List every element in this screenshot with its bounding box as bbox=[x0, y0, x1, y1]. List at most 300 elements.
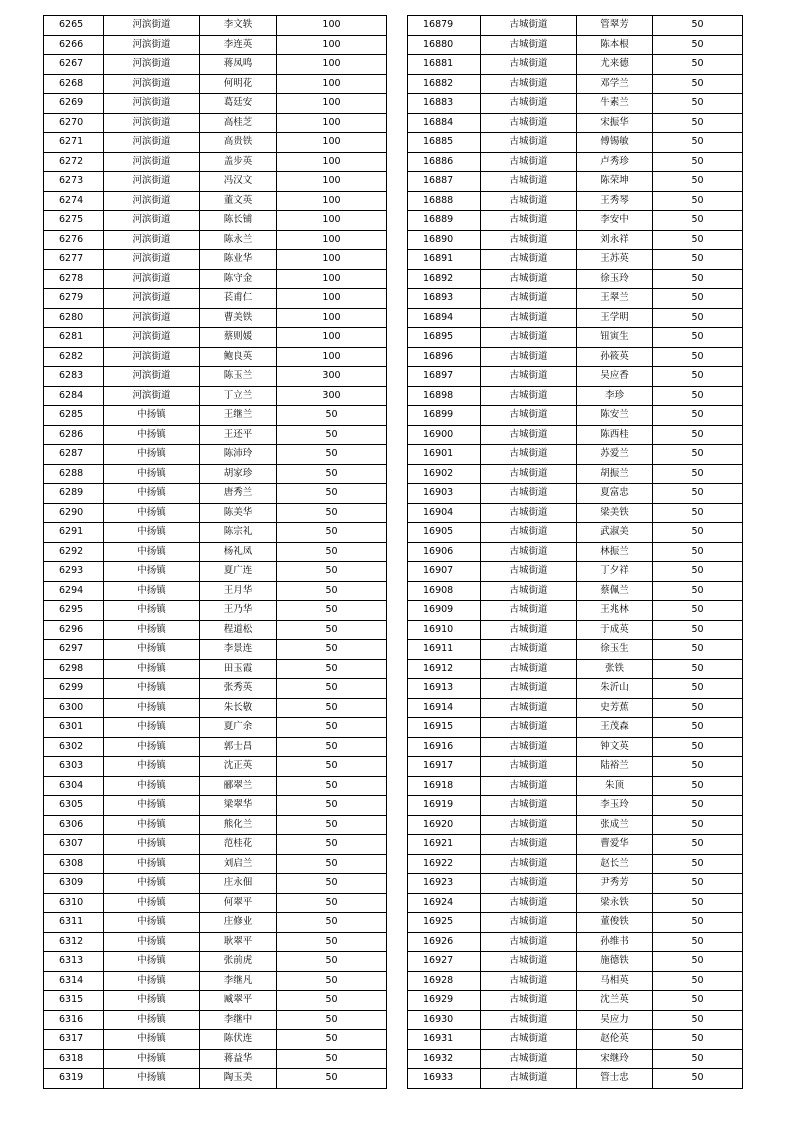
name-cell: 何翠平 bbox=[200, 893, 277, 913]
table-row bbox=[44, 796, 387, 816]
table-row bbox=[408, 952, 743, 972]
name-cell: 王还平 bbox=[200, 425, 277, 445]
table-row bbox=[408, 854, 743, 874]
amount-cell: 300 bbox=[277, 367, 387, 387]
street-cell: 河滨街道 bbox=[104, 211, 200, 231]
row-number-cell: 6291 bbox=[44, 523, 104, 543]
table-row bbox=[44, 55, 387, 75]
table-row bbox=[44, 464, 387, 484]
amount-cell: 50 bbox=[277, 718, 387, 738]
name-cell: 卢秀珍 bbox=[577, 152, 653, 172]
row-number-cell: 16895 bbox=[408, 328, 481, 348]
name-cell: 李景连 bbox=[200, 640, 277, 660]
row-number-cell: 6296 bbox=[44, 620, 104, 640]
row-number-cell: 6271 bbox=[44, 133, 104, 153]
amount-cell: 50 bbox=[653, 406, 743, 426]
row-number-cell: 6268 bbox=[44, 74, 104, 94]
table-row bbox=[44, 991, 387, 1011]
row-number-cell: 16901 bbox=[408, 445, 481, 465]
name-cell: 梁永铁 bbox=[577, 893, 653, 913]
amount-cell: 50 bbox=[277, 542, 387, 562]
street-cell: 古城街道 bbox=[481, 308, 577, 328]
table-row bbox=[44, 757, 387, 777]
amount-cell: 50 bbox=[653, 776, 743, 796]
row-number-cell: 16905 bbox=[408, 523, 481, 543]
amount-cell: 50 bbox=[653, 893, 743, 913]
street-cell: 中扬镇 bbox=[104, 640, 200, 660]
name-cell: 陈永兰 bbox=[200, 230, 277, 250]
name-cell: 吴应香 bbox=[577, 367, 653, 387]
amount-cell: 50 bbox=[653, 581, 743, 601]
street-cell: 古城街道 bbox=[481, 581, 577, 601]
amount-cell: 50 bbox=[653, 932, 743, 952]
table-row bbox=[44, 776, 387, 796]
name-cell: 徐玉玲 bbox=[577, 269, 653, 289]
amount-cell: 50 bbox=[277, 932, 387, 952]
street-cell: 古城街道 bbox=[481, 269, 577, 289]
street-cell: 古城街道 bbox=[481, 523, 577, 543]
name-cell: 孙维书 bbox=[577, 932, 653, 952]
street-cell: 河滨街道 bbox=[104, 16, 200, 36]
street-cell: 河滨街道 bbox=[104, 152, 200, 172]
name-cell: 朱长敬 bbox=[200, 698, 277, 718]
name-cell: 陈本根 bbox=[577, 35, 653, 55]
right-table-body bbox=[408, 16, 743, 1089]
row-number-cell: 16890 bbox=[408, 230, 481, 250]
table-row bbox=[408, 16, 743, 36]
name-cell: 夏广余 bbox=[200, 718, 277, 738]
table-row bbox=[408, 1010, 743, 1030]
row-number-cell: 6278 bbox=[44, 269, 104, 289]
street-cell: 古城街道 bbox=[481, 1030, 577, 1050]
row-number-cell: 6306 bbox=[44, 815, 104, 835]
table-row bbox=[408, 1069, 743, 1089]
street-cell: 中扬镇 bbox=[104, 562, 200, 582]
amount-cell: 100 bbox=[277, 211, 387, 231]
table-row bbox=[44, 581, 387, 601]
amount-cell: 50 bbox=[653, 874, 743, 894]
name-cell: 朱顶 bbox=[577, 776, 653, 796]
amount-cell: 50 bbox=[277, 815, 387, 835]
name-cell: 陈安兰 bbox=[577, 406, 653, 426]
name-cell: 程道松 bbox=[200, 620, 277, 640]
row-number-cell: 6305 bbox=[44, 796, 104, 816]
row-number-cell: 6316 bbox=[44, 1010, 104, 1030]
amount-cell: 50 bbox=[653, 835, 743, 855]
name-cell: 管翠芳 bbox=[577, 16, 653, 36]
name-cell: 冯汉文 bbox=[200, 172, 277, 192]
table-row bbox=[408, 640, 743, 660]
table-row bbox=[44, 484, 387, 504]
street-cell: 古城街道 bbox=[481, 991, 577, 1011]
table-row bbox=[408, 172, 743, 192]
row-number-cell: 16896 bbox=[408, 347, 481, 367]
street-cell: 中扬镇 bbox=[104, 1010, 200, 1030]
name-cell: 王月华 bbox=[200, 581, 277, 601]
amount-cell: 50 bbox=[653, 1069, 743, 1089]
street-cell: 河滨街道 bbox=[104, 74, 200, 94]
amount-cell: 50 bbox=[277, 737, 387, 757]
table-row bbox=[44, 835, 387, 855]
left-table-body bbox=[44, 16, 387, 1089]
row-number-cell: 6269 bbox=[44, 94, 104, 114]
amount-cell: 50 bbox=[277, 776, 387, 796]
table-row bbox=[408, 796, 743, 816]
name-cell: 赵长兰 bbox=[577, 854, 653, 874]
name-cell: 丁立兰 bbox=[200, 386, 277, 406]
amount-cell: 100 bbox=[277, 113, 387, 133]
street-cell: 中扬镇 bbox=[104, 737, 200, 757]
street-cell: 中扬镇 bbox=[104, 1030, 200, 1050]
street-cell: 河滨街道 bbox=[104, 289, 200, 309]
street-cell: 古城街道 bbox=[481, 230, 577, 250]
street-cell: 河滨街道 bbox=[104, 308, 200, 328]
street-cell: 中扬镇 bbox=[104, 523, 200, 543]
street-cell: 中扬镇 bbox=[104, 484, 200, 504]
row-number-cell: 16888 bbox=[408, 191, 481, 211]
table-row bbox=[44, 640, 387, 660]
table-row bbox=[44, 191, 387, 211]
row-number-cell: 16880 bbox=[408, 35, 481, 55]
name-cell: 朱沂山 bbox=[577, 679, 653, 699]
street-cell: 中扬镇 bbox=[104, 542, 200, 562]
name-cell: 臧翠平 bbox=[200, 991, 277, 1011]
name-cell: 蒋凤鸣 bbox=[200, 55, 277, 75]
table-row bbox=[408, 269, 743, 289]
row-number-cell: 16914 bbox=[408, 698, 481, 718]
street-cell: 中扬镇 bbox=[104, 815, 200, 835]
street-cell: 古城街道 bbox=[481, 835, 577, 855]
row-number-cell: 6312 bbox=[44, 932, 104, 952]
row-number-cell: 6314 bbox=[44, 971, 104, 991]
street-cell: 古城街道 bbox=[481, 211, 577, 231]
amount-cell: 100 bbox=[277, 289, 387, 309]
amount-cell: 100 bbox=[277, 55, 387, 75]
table-row bbox=[408, 874, 743, 894]
row-number-cell: 16879 bbox=[408, 16, 481, 36]
amount-cell: 50 bbox=[277, 484, 387, 504]
name-cell: 王学明 bbox=[577, 308, 653, 328]
row-number-cell: 16885 bbox=[408, 133, 481, 153]
row-number-cell: 16881 bbox=[408, 55, 481, 75]
table-row bbox=[408, 386, 743, 406]
table-row bbox=[408, 230, 743, 250]
row-number-cell: 6302 bbox=[44, 737, 104, 757]
street-cell: 中扬镇 bbox=[104, 698, 200, 718]
street-cell: 中扬镇 bbox=[104, 796, 200, 816]
name-cell: 张成兰 bbox=[577, 815, 653, 835]
name-cell: 钮寅生 bbox=[577, 328, 653, 348]
street-cell: 河滨街道 bbox=[104, 230, 200, 250]
street-cell: 中扬镇 bbox=[104, 952, 200, 972]
street-cell: 中扬镇 bbox=[104, 971, 200, 991]
amount-cell: 100 bbox=[277, 230, 387, 250]
name-cell: 陆裕兰 bbox=[577, 757, 653, 777]
table-row bbox=[44, 718, 387, 738]
amount-cell: 50 bbox=[277, 503, 387, 523]
table-row bbox=[408, 835, 743, 855]
row-number-cell: 16892 bbox=[408, 269, 481, 289]
row-number-cell: 16924 bbox=[408, 893, 481, 913]
street-cell: 中扬镇 bbox=[104, 835, 200, 855]
street-cell: 古城街道 bbox=[481, 874, 577, 894]
name-cell: 曹爱华 bbox=[577, 835, 653, 855]
street-cell: 古城街道 bbox=[481, 328, 577, 348]
table-row bbox=[408, 35, 743, 55]
row-number-cell: 16882 bbox=[408, 74, 481, 94]
name-cell: 王继兰 bbox=[200, 406, 277, 426]
name-cell: 李玉玲 bbox=[577, 796, 653, 816]
name-cell: 刘永祥 bbox=[577, 230, 653, 250]
amount-cell: 50 bbox=[653, 854, 743, 874]
amount-cell: 50 bbox=[277, 620, 387, 640]
name-cell: 李文轶 bbox=[200, 16, 277, 36]
amount-cell: 100 bbox=[277, 308, 387, 328]
name-cell: 范桂花 bbox=[200, 835, 277, 855]
amount-cell: 50 bbox=[653, 35, 743, 55]
table-row bbox=[408, 55, 743, 75]
name-cell: 唐秀兰 bbox=[200, 484, 277, 504]
street-cell: 古城街道 bbox=[481, 484, 577, 504]
street-cell: 古城街道 bbox=[481, 562, 577, 582]
name-cell: 李继凡 bbox=[200, 971, 277, 991]
amount-cell: 50 bbox=[277, 425, 387, 445]
street-cell: 中扬镇 bbox=[104, 464, 200, 484]
amount-cell: 50 bbox=[653, 601, 743, 621]
table-row bbox=[408, 289, 743, 309]
street-cell: 中扬镇 bbox=[104, 893, 200, 913]
name-cell: 葛廷安 bbox=[200, 94, 277, 114]
name-cell: 胡家珍 bbox=[200, 464, 277, 484]
row-number-cell: 6307 bbox=[44, 835, 104, 855]
row-number-cell: 6315 bbox=[44, 991, 104, 1011]
amount-cell: 50 bbox=[653, 991, 743, 1011]
street-cell: 古城街道 bbox=[481, 172, 577, 192]
row-number-cell: 6301 bbox=[44, 718, 104, 738]
street-cell: 中扬镇 bbox=[104, 659, 200, 679]
name-cell: 李珍 bbox=[577, 386, 653, 406]
row-number-cell: 16886 bbox=[408, 152, 481, 172]
table-row bbox=[44, 211, 387, 231]
street-cell: 中扬镇 bbox=[104, 776, 200, 796]
row-number-cell: 6266 bbox=[44, 35, 104, 55]
amount-cell: 50 bbox=[277, 854, 387, 874]
table-row bbox=[44, 1069, 387, 1089]
row-number-cell: 6270 bbox=[44, 113, 104, 133]
row-number-cell: 16917 bbox=[408, 757, 481, 777]
amount-cell: 100 bbox=[277, 74, 387, 94]
amount-cell: 50 bbox=[653, 269, 743, 289]
street-cell: 中扬镇 bbox=[104, 503, 200, 523]
row-number-cell: 16915 bbox=[408, 718, 481, 738]
name-cell: 张秀英 bbox=[200, 679, 277, 699]
street-cell: 河滨街道 bbox=[104, 94, 200, 114]
row-number-cell: 16911 bbox=[408, 640, 481, 660]
amount-cell: 50 bbox=[277, 698, 387, 718]
street-cell: 河滨街道 bbox=[104, 347, 200, 367]
table-row bbox=[408, 1049, 743, 1069]
street-cell: 中扬镇 bbox=[104, 757, 200, 777]
name-cell: 李安中 bbox=[577, 211, 653, 231]
row-number-cell: 16925 bbox=[408, 913, 481, 933]
street-cell: 古城街道 bbox=[481, 113, 577, 133]
street-cell: 古城街道 bbox=[481, 74, 577, 94]
amount-cell: 50 bbox=[653, 718, 743, 738]
street-cell: 古城街道 bbox=[481, 250, 577, 270]
row-number-cell: 16891 bbox=[408, 250, 481, 270]
amount-cell: 50 bbox=[653, 347, 743, 367]
name-cell: 张前虎 bbox=[200, 952, 277, 972]
amount-cell: 50 bbox=[277, 679, 387, 699]
amount-cell: 50 bbox=[653, 172, 743, 192]
amount-cell: 50 bbox=[653, 191, 743, 211]
row-number-cell: 16921 bbox=[408, 835, 481, 855]
amount-cell: 50 bbox=[653, 1049, 743, 1069]
table-row bbox=[408, 601, 743, 621]
row-number-cell: 16898 bbox=[408, 386, 481, 406]
table-row bbox=[44, 250, 387, 270]
amount-cell: 50 bbox=[653, 1010, 743, 1030]
row-number-cell: 6286 bbox=[44, 425, 104, 445]
row-number-cell: 16907 bbox=[408, 562, 481, 582]
amount-cell: 50 bbox=[653, 230, 743, 250]
amount-cell: 50 bbox=[277, 991, 387, 1011]
row-number-cell: 6308 bbox=[44, 854, 104, 874]
table-row bbox=[408, 523, 743, 543]
amount-cell: 50 bbox=[653, 445, 743, 465]
row-number-cell: 6294 bbox=[44, 581, 104, 601]
amount-cell: 50 bbox=[653, 367, 743, 387]
name-cell: 鲍良英 bbox=[200, 347, 277, 367]
street-cell: 古城街道 bbox=[481, 718, 577, 738]
table-row bbox=[408, 367, 743, 387]
amount-cell: 50 bbox=[277, 581, 387, 601]
table-row bbox=[408, 328, 743, 348]
name-cell: 赵伦英 bbox=[577, 1030, 653, 1050]
row-number-cell: 16920 bbox=[408, 815, 481, 835]
name-cell: 梁美铁 bbox=[577, 503, 653, 523]
table-row bbox=[44, 94, 387, 114]
row-number-cell: 16922 bbox=[408, 854, 481, 874]
row-number-cell: 6276 bbox=[44, 230, 104, 250]
table-row bbox=[408, 503, 743, 523]
amount-cell: 100 bbox=[277, 94, 387, 114]
amount-cell: 100 bbox=[277, 35, 387, 55]
row-number-cell: 6281 bbox=[44, 328, 104, 348]
name-cell: 田玉霞 bbox=[200, 659, 277, 679]
name-cell: 王兆林 bbox=[577, 601, 653, 621]
amount-cell: 100 bbox=[277, 191, 387, 211]
name-cell: 史芳蕉 bbox=[577, 698, 653, 718]
row-number-cell: 6318 bbox=[44, 1049, 104, 1069]
amount-cell: 50 bbox=[653, 640, 743, 660]
table-row bbox=[44, 562, 387, 582]
table-row bbox=[44, 913, 387, 933]
amount-cell: 50 bbox=[277, 562, 387, 582]
name-cell: 陈玉兰 bbox=[200, 367, 277, 387]
table-row bbox=[408, 250, 743, 270]
name-cell: 陈西桂 bbox=[577, 425, 653, 445]
name-cell: 胡振兰 bbox=[577, 464, 653, 484]
table-row bbox=[44, 874, 387, 894]
name-cell: 吴应力 bbox=[577, 1010, 653, 1030]
row-number-cell: 16889 bbox=[408, 211, 481, 231]
name-cell: 庄修业 bbox=[200, 913, 277, 933]
name-cell: 郦翠兰 bbox=[200, 776, 277, 796]
street-cell: 古城街道 bbox=[481, 952, 577, 972]
amount-cell: 100 bbox=[277, 133, 387, 153]
table-row bbox=[44, 425, 387, 445]
amount-cell: 50 bbox=[653, 971, 743, 991]
row-number-cell: 16932 bbox=[408, 1049, 481, 1069]
street-cell: 中扬镇 bbox=[104, 932, 200, 952]
street-cell: 古城街道 bbox=[481, 542, 577, 562]
row-number-cell: 16902 bbox=[408, 464, 481, 484]
table-row bbox=[408, 211, 743, 231]
amount-cell: 50 bbox=[653, 952, 743, 972]
row-number-cell: 6311 bbox=[44, 913, 104, 933]
table-row bbox=[408, 133, 743, 153]
amount-cell: 50 bbox=[653, 737, 743, 757]
name-cell: 蒋益华 bbox=[200, 1049, 277, 1069]
amount-cell: 100 bbox=[277, 347, 387, 367]
amount-cell: 50 bbox=[277, 893, 387, 913]
amount-cell: 50 bbox=[653, 16, 743, 36]
name-cell: 管士忠 bbox=[577, 1069, 653, 1089]
name-cell: 王乃华 bbox=[200, 601, 277, 621]
amount-cell: 50 bbox=[653, 425, 743, 445]
row-number-cell: 6290 bbox=[44, 503, 104, 523]
table-row bbox=[44, 269, 387, 289]
name-cell: 耿翠平 bbox=[200, 932, 277, 952]
row-number-cell: 6303 bbox=[44, 757, 104, 777]
street-cell: 古城街道 bbox=[481, 620, 577, 640]
table-row bbox=[408, 737, 743, 757]
name-cell: 宋继玲 bbox=[577, 1049, 653, 1069]
name-cell: 林振兰 bbox=[577, 542, 653, 562]
table-row bbox=[44, 698, 387, 718]
table-row bbox=[408, 659, 743, 679]
table-row bbox=[408, 971, 743, 991]
name-cell: 高贵铁 bbox=[200, 133, 277, 153]
amount-cell: 50 bbox=[653, 523, 743, 543]
name-cell: 何明花 bbox=[200, 74, 277, 94]
table-row bbox=[408, 991, 743, 1011]
row-number-cell: 16933 bbox=[408, 1069, 481, 1089]
table-row bbox=[408, 94, 743, 114]
table-row bbox=[44, 172, 387, 192]
row-number-cell: 16894 bbox=[408, 308, 481, 328]
table-row bbox=[44, 815, 387, 835]
street-cell: 河滨街道 bbox=[104, 133, 200, 153]
name-cell: 徐玉生 bbox=[577, 640, 653, 660]
table-row bbox=[408, 932, 743, 952]
row-number-cell: 16908 bbox=[408, 581, 481, 601]
street-cell: 中扬镇 bbox=[104, 854, 200, 874]
row-number-cell: 6304 bbox=[44, 776, 104, 796]
street-cell: 中扬镇 bbox=[104, 425, 200, 445]
row-number-cell: 6309 bbox=[44, 874, 104, 894]
row-number-cell: 6285 bbox=[44, 406, 104, 426]
amount-cell: 50 bbox=[653, 698, 743, 718]
street-cell: 古城街道 bbox=[481, 1049, 577, 1069]
row-number-cell: 16918 bbox=[408, 776, 481, 796]
amount-cell: 50 bbox=[653, 211, 743, 231]
name-cell: 蔡则媛 bbox=[200, 328, 277, 348]
name-cell: 董文英 bbox=[200, 191, 277, 211]
name-cell: 熊化兰 bbox=[200, 815, 277, 835]
table-row bbox=[408, 152, 743, 172]
